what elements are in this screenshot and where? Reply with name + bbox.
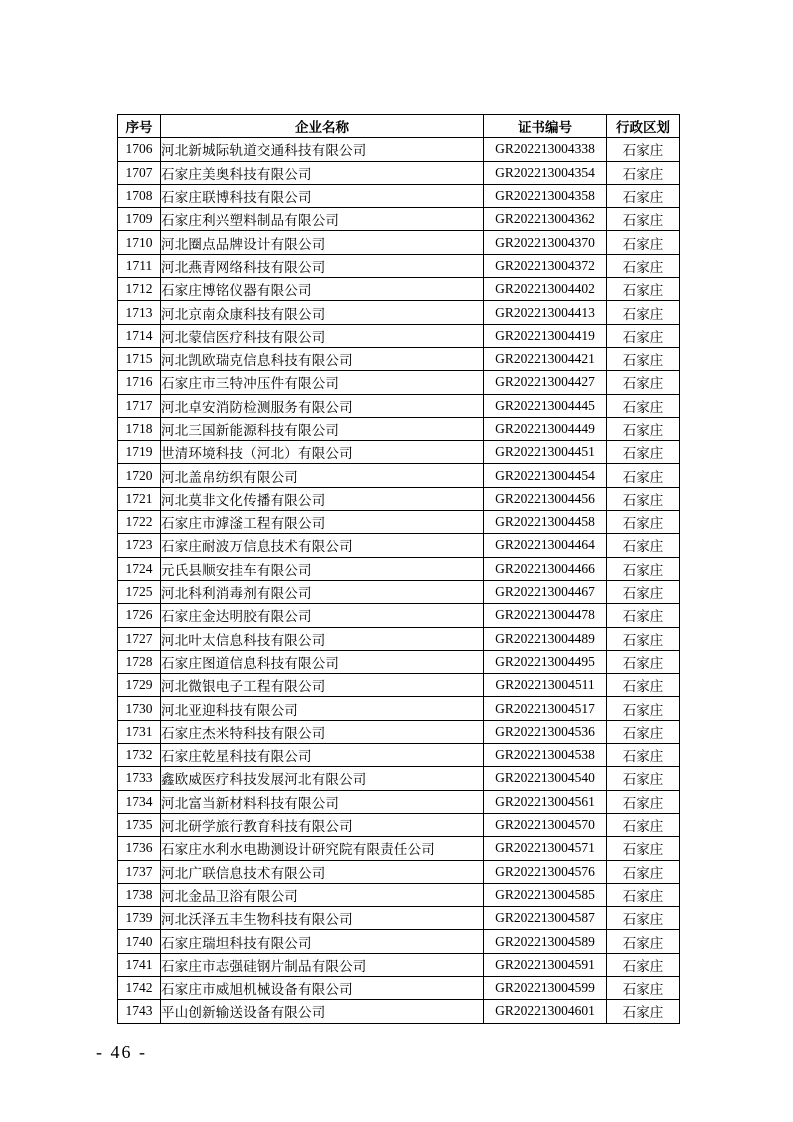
row-number: 1733 [118, 767, 161, 790]
region: 石家庄 [607, 813, 680, 836]
row-number: 1714 [118, 324, 161, 347]
certificate-number: GR202213004413 [484, 301, 607, 324]
row-number: 1734 [118, 790, 161, 813]
certificate-number: GR202213004427 [484, 371, 607, 394]
table-row [118, 1000, 680, 1023]
page-number: - 46 - [96, 1042, 147, 1062]
table-row [118, 697, 680, 720]
row-number: 1737 [118, 860, 161, 883]
company-name: 河北蒙信医疗科技有限公司 [161, 324, 484, 347]
region: 石家庄 [607, 557, 680, 580]
region: 石家庄 [607, 604, 680, 627]
row-number: 1721 [118, 487, 161, 510]
company-name: 石家庄水利水电勘测设计研究院有限责任公司 [161, 837, 484, 860]
region: 石家庄 [607, 487, 680, 510]
company-name: 石家庄联博科技有限公司 [161, 184, 484, 207]
company-name: 石家庄市威旭机械设备有限公司 [161, 976, 484, 999]
company-name: 河北三国新能源科技有限公司 [161, 417, 484, 440]
table-row [118, 487, 680, 510]
row-number: 1725 [118, 580, 161, 603]
row-number: 1715 [118, 347, 161, 370]
region: 石家庄 [607, 744, 680, 767]
certificate-number: GR202213004354 [484, 161, 607, 184]
company-name: 平山创新输送设备有限公司 [161, 1000, 484, 1023]
table-row [118, 161, 680, 184]
region: 石家庄 [607, 511, 680, 534]
row-number: 1726 [118, 604, 161, 627]
region: 石家庄 [607, 697, 680, 720]
company-name: 河北富当新材料科技有限公司 [161, 790, 484, 813]
company-name: 河北研学旅行教育科技有限公司 [161, 813, 484, 836]
certificate-number: GR202213004589 [484, 930, 607, 953]
certificate-number: GR202213004451 [484, 441, 607, 464]
table-row [118, 557, 680, 580]
row-number: 1707 [118, 161, 161, 184]
certificate-number: GR202213004456 [484, 487, 607, 510]
table-row [118, 930, 680, 953]
row-number: 1720 [118, 464, 161, 487]
region: 石家庄 [607, 650, 680, 673]
company-name: 河北京南众康科技有限公司 [161, 301, 484, 324]
company-name: 石家庄美奥科技有限公司 [161, 161, 484, 184]
certificate-number: GR202213004454 [484, 464, 607, 487]
region: 石家庄 [607, 254, 680, 277]
region: 石家庄 [607, 953, 680, 976]
company-name: 鑫欧威医疗科技发展河北有限公司 [161, 767, 484, 790]
company-name: 元氏县顺安挂车有限公司 [161, 557, 484, 580]
row-number: 1709 [118, 208, 161, 231]
certificate-number: GR202213004338 [484, 138, 607, 161]
table-row [118, 604, 680, 627]
region: 石家庄 [607, 441, 680, 464]
certificate-number: GR202213004587 [484, 907, 607, 930]
certificate-number: GR202213004591 [484, 953, 607, 976]
table-row [118, 976, 680, 999]
table-row [118, 627, 680, 650]
certificate-number: GR202213004445 [484, 394, 607, 417]
table-row [118, 767, 680, 790]
table-row [118, 324, 680, 347]
region: 石家庄 [607, 184, 680, 207]
company-name: 河北卓安消防检测服务有限公司 [161, 394, 484, 417]
certificate-number: GR202213004585 [484, 883, 607, 906]
row-number: 1739 [118, 907, 161, 930]
company-name: 石家庄杰米特科技有限公司 [161, 720, 484, 743]
table-row [118, 953, 680, 976]
company-name: 河北燕青网络科技有限公司 [161, 254, 484, 277]
company-name: 石家庄乾星科技有限公司 [161, 744, 484, 767]
row-number: 1710 [118, 231, 161, 254]
table-row [118, 883, 680, 906]
certificate-number: GR202213004449 [484, 417, 607, 440]
table-row [118, 301, 680, 324]
region: 石家庄 [607, 347, 680, 370]
company-name: 世清环境科技（河北）有限公司 [161, 441, 484, 464]
certificate-number: GR202213004570 [484, 813, 607, 836]
header-cert: 证书编号 [484, 115, 607, 138]
row-number: 1719 [118, 441, 161, 464]
certificate-number: GR202213004419 [484, 324, 607, 347]
region: 石家庄 [607, 930, 680, 953]
header-name: 企业名称 [161, 115, 484, 138]
table-row [118, 441, 680, 464]
company-name: 河北亚迎科技有限公司 [161, 697, 484, 720]
region: 石家庄 [607, 674, 680, 697]
certificate-number: GR202213004517 [484, 697, 607, 720]
certificate-number: GR202213004370 [484, 231, 607, 254]
region: 石家庄 [607, 417, 680, 440]
company-name: 河北叶太信息科技有限公司 [161, 627, 484, 650]
row-number: 1706 [118, 138, 161, 161]
region: 石家庄 [607, 907, 680, 930]
region: 石家庄 [607, 324, 680, 347]
row-number: 1728 [118, 650, 161, 673]
company-name: 河北微银电子工程有限公司 [161, 674, 484, 697]
table-row [118, 837, 680, 860]
company-name: 石家庄利兴塑料制品有限公司 [161, 208, 484, 231]
certificate-number: GR202213004466 [484, 557, 607, 580]
company-name: 河北凯欧瑞克信息科技有限公司 [161, 347, 484, 370]
region: 石家庄 [607, 278, 680, 301]
table-row [118, 138, 680, 161]
company-name: 石家庄市志强硅钢片制品有限公司 [161, 953, 484, 976]
row-number: 1742 [118, 976, 161, 999]
certificate-number: GR202213004561 [484, 790, 607, 813]
table-row [118, 790, 680, 813]
table-row [118, 371, 680, 394]
region: 石家庄 [607, 208, 680, 231]
row-number: 1712 [118, 278, 161, 301]
certificate-number: GR202213004571 [484, 837, 607, 860]
region: 石家庄 [607, 231, 680, 254]
region: 石家庄 [607, 883, 680, 906]
table-row [118, 580, 680, 603]
region: 石家庄 [607, 627, 680, 650]
company-name: 石家庄金达明胶有限公司 [161, 604, 484, 627]
table-row [118, 860, 680, 883]
row-number: 1718 [118, 417, 161, 440]
region: 石家庄 [607, 837, 680, 860]
row-number: 1729 [118, 674, 161, 697]
row-number: 1741 [118, 953, 161, 976]
certificate-number: GR202213004599 [484, 976, 607, 999]
company-name: 河北莫非文化传播有限公司 [161, 487, 484, 510]
company-name: 河北盖帛纺织有限公司 [161, 464, 484, 487]
row-number: 1732 [118, 744, 161, 767]
region: 石家庄 [607, 371, 680, 394]
table-row [118, 720, 680, 743]
region: 石家庄 [607, 976, 680, 999]
company-name: 石家庄瑞坦科技有限公司 [161, 930, 484, 953]
table-row [118, 184, 680, 207]
row-number: 1731 [118, 720, 161, 743]
region: 石家庄 [607, 860, 680, 883]
company-name: 河北新城际轨道交通科技有限公司 [161, 138, 484, 161]
row-number: 1730 [118, 697, 161, 720]
table-row [118, 464, 680, 487]
row-number: 1735 [118, 813, 161, 836]
region: 石家庄 [607, 394, 680, 417]
row-number: 1716 [118, 371, 161, 394]
certificate-number: GR202213004402 [484, 278, 607, 301]
table-row [118, 278, 680, 301]
region: 石家庄 [607, 534, 680, 557]
row-number: 1736 [118, 837, 161, 860]
company-name: 河北广联信息技术有限公司 [161, 860, 484, 883]
row-number: 1722 [118, 511, 161, 534]
company-name: 石家庄博铭仪器有限公司 [161, 278, 484, 301]
region: 石家庄 [607, 138, 680, 161]
company-name: 河北金品卫浴有限公司 [161, 883, 484, 906]
company-name: 石家庄耐波万信息技术有限公司 [161, 534, 484, 557]
region: 石家庄 [607, 1000, 680, 1023]
certificate-number: GR202213004601 [484, 1000, 607, 1023]
row-number: 1740 [118, 930, 161, 953]
header-no: 序号 [118, 115, 161, 138]
table-row [118, 254, 680, 277]
certificate-number: GR202213004511 [484, 674, 607, 697]
table-row [118, 534, 680, 557]
table-row [118, 674, 680, 697]
table-header-row [118, 115, 680, 138]
certificate-number: GR202213004538 [484, 744, 607, 767]
table-body [118, 138, 680, 1023]
region: 石家庄 [607, 790, 680, 813]
company-name: 石家庄市三特冲压件有限公司 [161, 371, 484, 394]
certificate-number: GR202213004458 [484, 511, 607, 534]
table-row [118, 907, 680, 930]
row-number: 1727 [118, 627, 161, 650]
row-number: 1708 [118, 184, 161, 207]
header-region: 行政区划 [607, 115, 680, 138]
certificate-number: GR202213004464 [484, 534, 607, 557]
certificate-number: GR202213004576 [484, 860, 607, 883]
enterprise-table [117, 114, 680, 1024]
table-row [118, 231, 680, 254]
table-row [118, 347, 680, 370]
table-row [118, 511, 680, 534]
row-number: 1713 [118, 301, 161, 324]
company-name: 石家庄图道信息科技有限公司 [161, 650, 484, 673]
row-number: 1724 [118, 557, 161, 580]
table-row [118, 417, 680, 440]
certificate-number: GR202213004478 [484, 604, 607, 627]
row-number: 1717 [118, 394, 161, 417]
table-row [118, 208, 680, 231]
region: 石家庄 [607, 464, 680, 487]
company-name: 河北科利消毒剂有限公司 [161, 580, 484, 603]
certificate-number: GR202213004421 [484, 347, 607, 370]
row-number: 1743 [118, 1000, 161, 1023]
certificate-number: GR202213004467 [484, 580, 607, 603]
certificate-number: GR202213004495 [484, 650, 607, 673]
table-row [118, 650, 680, 673]
certificate-number: GR202213004540 [484, 767, 607, 790]
certificate-number: GR202213004372 [484, 254, 607, 277]
company-name: 河北圈点品牌设计有限公司 [161, 231, 484, 254]
company-name: 石家庄市滹滏工程有限公司 [161, 511, 484, 534]
row-number: 1723 [118, 534, 161, 557]
company-name: 河北沃泽五丰生物科技有限公司 [161, 907, 484, 930]
table-row [118, 813, 680, 836]
table-row [118, 394, 680, 417]
region: 石家庄 [607, 580, 680, 603]
certificate-number: GR202213004489 [484, 627, 607, 650]
region: 石家庄 [607, 720, 680, 743]
table-row [118, 744, 680, 767]
row-number: 1711 [118, 254, 161, 277]
certificate-number: GR202213004536 [484, 720, 607, 743]
row-number: 1738 [118, 883, 161, 906]
region: 石家庄 [607, 767, 680, 790]
certificate-number: GR202213004358 [484, 184, 607, 207]
region: 石家庄 [607, 161, 680, 184]
certificate-number: GR202213004362 [484, 208, 607, 231]
region: 石家庄 [607, 301, 680, 324]
